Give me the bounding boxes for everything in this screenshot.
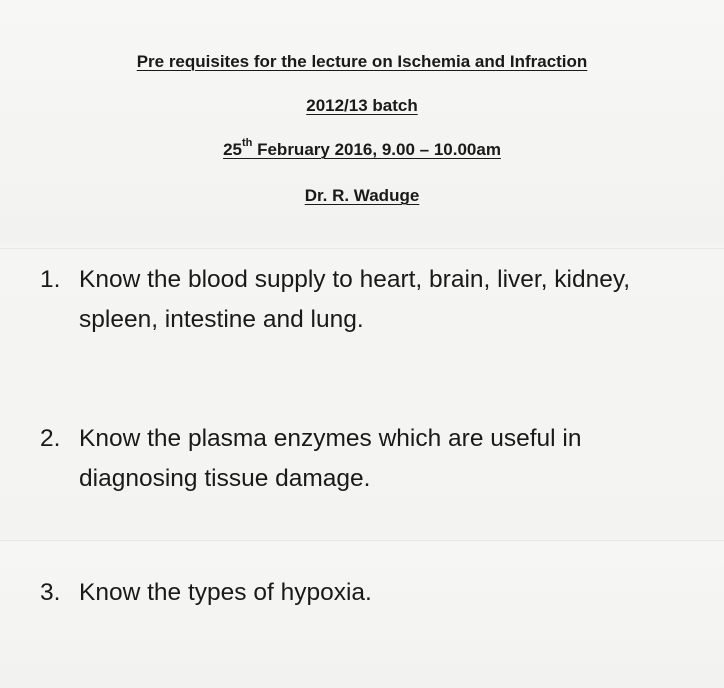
date-time-line: [0, 137, 724, 160]
list-item-text: Know the types of hypoxia.: [79, 579, 372, 606]
list-item-number: 2.: [40, 425, 61, 452]
paper-fold-line: [0, 540, 724, 541]
list-item: [40, 419, 700, 499]
list-item-number: 1.: [40, 266, 61, 293]
date-suffix: th: [241, 137, 253, 150]
list-item: [40, 260, 700, 340]
list-item-text: Know the blood supply to heart, brain, liver, kidney, spleen, intestine and lung.: [79, 266, 631, 333]
date-rest: February 2016, 9.00 – 10.00am: [252, 140, 501, 159]
list-item-number: 3.: [40, 579, 61, 606]
list-item: [40, 573, 700, 613]
document-title: Pre requisites for the lecture on Ischemia and Infraction: [136, 52, 588, 71]
lecturer-name: Dr. R. Waduge: [304, 186, 420, 205]
batch-line: 2012/13 batch: [306, 96, 418, 115]
list-item-text: Know the plasma enzymes which are useful in diagnosing tissue damage.: [79, 425, 582, 492]
date-day: 25: [223, 140, 242, 159]
paper-fold-line: [0, 248, 724, 249]
